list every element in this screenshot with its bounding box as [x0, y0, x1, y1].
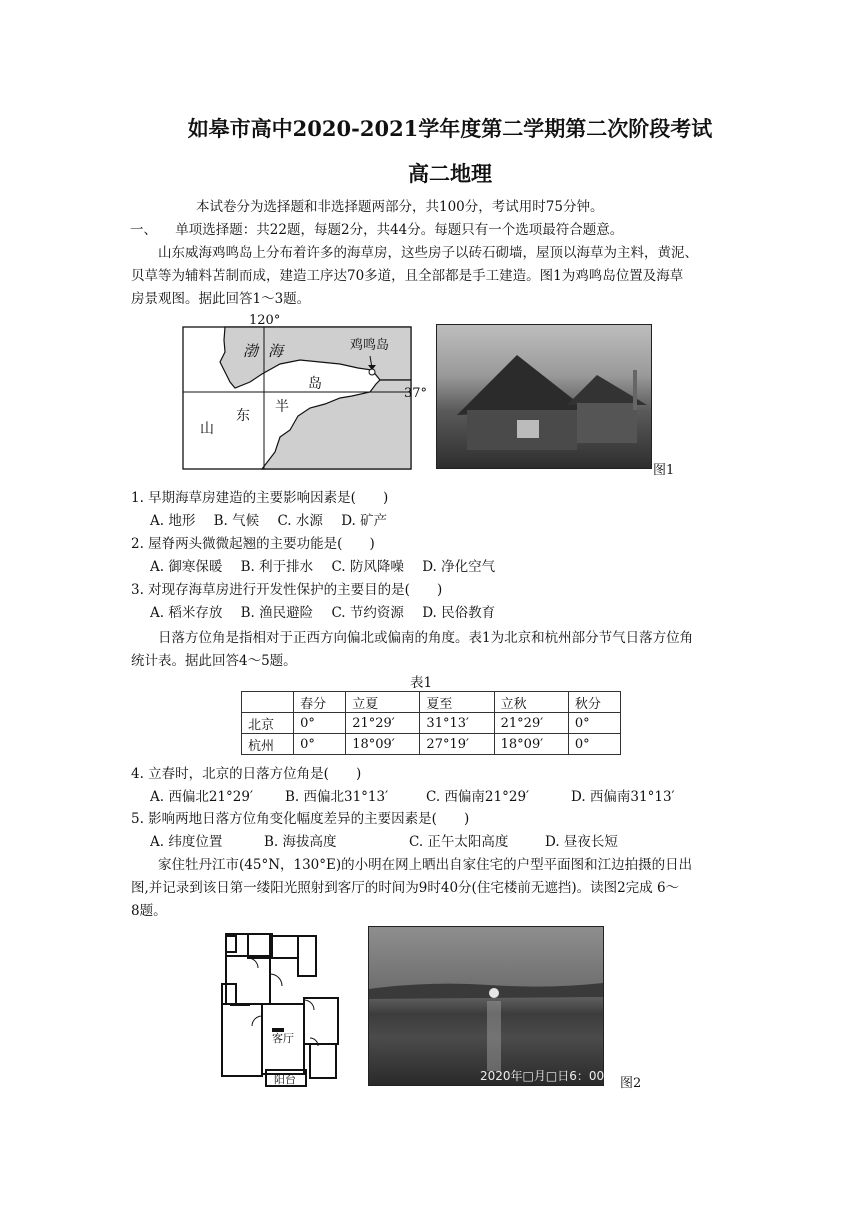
table-cell: 21°29′	[494, 713, 568, 734]
question-3-options	[150, 602, 509, 624]
table-header-cell: 秋分	[568, 692, 620, 713]
q2-option-a: A. 御寒保暖	[150, 559, 223, 575]
q1-option-b: B. 气候	[213, 513, 260, 529]
table-cell: 21°29′	[346, 713, 420, 734]
balcony-label: 阳台	[274, 1073, 296, 1086]
table-cell: 31°13′	[420, 713, 494, 734]
table-cell: 杭州	[242, 734, 294, 755]
seaweed-house-photo	[436, 324, 652, 469]
table-header-cell: 春分	[294, 692, 346, 713]
q4-option-d: D. 西偏南31°13′	[571, 789, 675, 805]
q2-option-c: C. 防风降噪	[331, 559, 404, 575]
photo-timestamp: 2020年□月□日6：00	[480, 1069, 605, 1083]
passage2-line1: 日落方位角是指相对于正西方向偏北或偏南的角度。表1为北京和杭州部分节气日落方位角	[158, 630, 694, 646]
floor-plan	[212, 928, 354, 1088]
q3-option-a: A. 稻米存放	[150, 605, 223, 621]
passage1-line1: 山东威海鸡鸣岛上分布着许多的海草房，这些房子以砖石砌墙，屋顶以海草为主料，黄泥、	[158, 245, 698, 261]
table-header-cell: 夏至	[420, 692, 494, 713]
map-label-ban: 半	[275, 399, 289, 415]
section-instruction: 单项选择题：共22题，每题2分，共44分。每题只有一个选项最符合题意。	[175, 222, 624, 238]
map-label-shan: 山	[200, 421, 214, 437]
map-label-dong: 东	[236, 408, 250, 424]
table-header-row	[242, 692, 621, 713]
map-longitude: 120°	[249, 313, 281, 328]
table-row	[242, 713, 621, 734]
table-row	[242, 734, 621, 755]
section-heading	[130, 219, 623, 241]
table-cell: 18°09′	[346, 734, 420, 755]
question-4-stem: 4. 立春时，北京的日落方位角是( )	[131, 766, 362, 782]
location-map	[180, 312, 430, 474]
q2-option-d: D. 净化空气	[422, 559, 496, 575]
q4-option-a: A. 西偏北21°29′	[150, 789, 254, 805]
map-latitude: 37°	[404, 386, 428, 401]
exam-title: 如皋市高中2020-2021学年度第二学期第二次阶段考试	[187, 116, 713, 141]
seaweed-house-drawing	[437, 325, 651, 468]
table-header-cell	[242, 692, 294, 713]
question-1-stem: 1. 早期海草房建造的主要影响因素是( )	[131, 490, 389, 506]
q3-option-b: B. 渔民避险	[240, 605, 314, 621]
question-3-stem: 3. 对现存海草房进行开发性保护的主要目的是( )	[131, 582, 443, 598]
sunset-azimuth-table	[241, 691, 621, 755]
table-cell: 北京	[242, 713, 294, 734]
passage3-line1: 家住牡丹江市(45°N，130°E)的小明在网上晒出自家住宅的户型平面图和江边拍摄的日出	[158, 857, 693, 873]
sunrise-drawing	[369, 927, 603, 1085]
q2-option-b: B. 利于排水	[240, 559, 314, 575]
figure1-caption: 图1	[653, 463, 675, 478]
table-cell: 0°	[294, 734, 346, 755]
q1-option-c: C. 水源	[277, 513, 323, 529]
q3-option-d: D. 民俗教育	[422, 605, 496, 621]
q3-option-c: C. 节约资源	[331, 605, 404, 621]
table-header-cell: 立夏	[346, 692, 420, 713]
q4-option-b: B. 西偏北31°13′	[285, 789, 389, 805]
q4-option-c: C. 西偏南21°29′	[426, 789, 530, 805]
question-2-options	[150, 556, 509, 578]
table-cell: 0°	[568, 713, 620, 734]
passage3-line2: 图,并记录到该日第一缕阳光照射到客厅的时间为9时40分(住宅楼前无遮挡)。读图2完成 6～	[131, 880, 680, 896]
question-1-options	[150, 510, 401, 532]
map-island-label: 鸡鸣岛	[350, 338, 390, 353]
table-cell: 27°19′	[420, 734, 494, 755]
question-5-stem: 5. 影响两地日落方位角变化幅度差异的主要因素是( )	[131, 811, 470, 827]
q5-option-d: D. 昼夜长短	[545, 834, 618, 850]
q5-option-c: C. 正午太阳高度	[409, 834, 509, 850]
q1-option-a: A. 地形	[150, 513, 196, 529]
passage3-line3: 8题。	[131, 903, 167, 919]
passage1-line2: 贝草等为辅料苫制而成，建造工序达70多道，且全部都是手工建造。图1为鸡鸣岛位置及海草	[131, 268, 684, 284]
map-sea-label-1: 渤	[243, 342, 259, 360]
passage2-line2: 统计表。据此回答4～5题。	[131, 653, 297, 669]
intro-text: 本试卷分为选择题和非选择题两部分，共100分，考试用时75分钟。	[196, 199, 604, 215]
q1-option-d: D. 矿产	[341, 513, 388, 529]
table-cell: 0°	[568, 734, 620, 755]
q5-option-a: A. 纬度位置	[150, 834, 223, 850]
table-header-cell: 立秋	[494, 692, 568, 713]
map-label-dao: 岛	[308, 376, 322, 392]
map-sea-label-2: 海	[268, 342, 284, 360]
table-cell: 18°09′	[494, 734, 568, 755]
question-2-stem: 2. 屋脊两头微微起翘的主要功能是( )	[131, 536, 375, 552]
passage1-line3: 房景观图。据此回答1～3题。	[131, 291, 311, 307]
table-cell: 0°	[294, 713, 346, 734]
sunrise-photo	[368, 926, 604, 1086]
subject-title: 高二地理	[408, 161, 492, 186]
section-number: 一、	[130, 222, 157, 238]
table1-caption: 表1	[410, 675, 433, 691]
q5-option-b: B. 海拔高度	[264, 834, 337, 850]
living-room-label: 客厅	[272, 1032, 294, 1045]
figure2-caption: 图2	[620, 1076, 642, 1091]
